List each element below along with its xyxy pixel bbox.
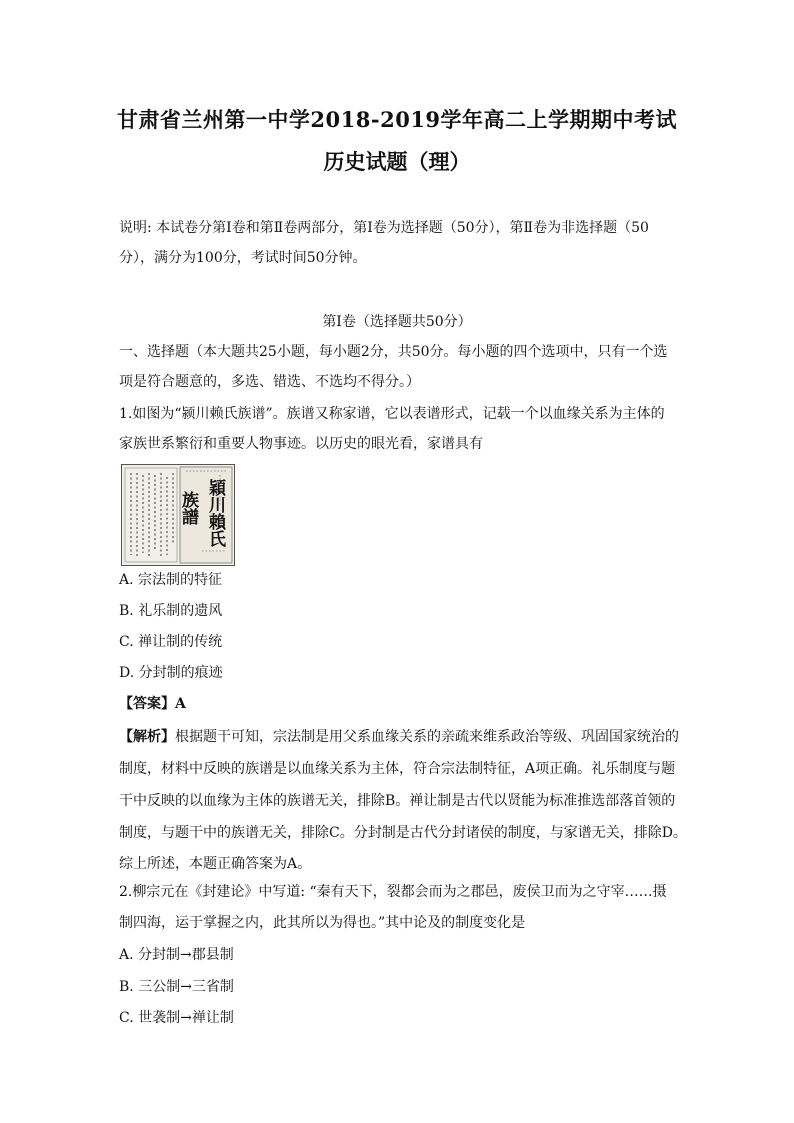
genealogy-title-left: 族譜 — [178, 491, 198, 525]
q1-answer: 【答案】A — [119, 696, 186, 712]
q1-analysis-line-3: 干中反映的以血缘为主体的族谱无关，排除B。禅让制是古代以贤能为标准推选部落首领的 — [119, 793, 676, 809]
q1-stem-line-2: 家族世系繁衍和重要人物事迹。以历史的眼光看，家谱具有 — [119, 436, 483, 452]
q1-analysis-line-5: 综上所述，本题正确答案为A。 — [119, 856, 312, 872]
q1-analysis-line-1 — [119, 727, 709, 747]
q2-option-b: B. 三公制→三省制 — [119, 979, 234, 995]
q1-option-d: D. 分封制的痕迹 — [119, 665, 223, 681]
q2-option-a: A. 分封制→郡县制 — [119, 947, 234, 963]
q1-analysis-line-2: 制度，材料中反映的族谱是以血缘关系为主体，符合宗法制特征，A项正确。礼乐制度与题 — [119, 761, 676, 777]
q1-option-b: B. 礼乐制的遗风 — [119, 603, 223, 619]
section-heading: 第Ⅰ卷（选择题共50分） — [322, 314, 472, 330]
q2-option-c: C. 世袭制→禅让制 — [119, 1010, 234, 1026]
q1-option-c: C. 禅让制的传统 — [119, 634, 223, 650]
instructions-line-2: 分），满分为100分，考试时间50分钟。 — [119, 250, 367, 266]
genealogy-book-image — [121, 464, 235, 566]
q1-analysis-line-4: 制度，与题干中的族谱无关，排除C。分封制是古代分封诸侯的制度，与家谱无关，排除D。 — [119, 825, 687, 841]
q1-option-a: A. 宗法制的特征 — [119, 572, 223, 588]
q2-stem-line-1: 2.柳宗元在《封建论》中写道: “秦有天下，裂都会而为之郡邑，废侯卫而为之守宰……摄 — [119, 884, 667, 900]
analysis-label: 【解析】 — [119, 729, 175, 745]
analysis-text: 根据题干可知，宗法制是用父系血缘关系的亲疏来维系政治等级、巩固国家统治的 — [175, 729, 679, 745]
genealogy-title-right: 穎川賴氏 — [205, 479, 225, 547]
instructions-line-1: 说明: 本试卷分第Ⅰ卷和第Ⅱ卷两部分，第Ⅰ卷为选择题（50分），第Ⅱ卷为非选择题（50 — [119, 220, 649, 236]
q2-stem-line-2: 制四海，运于掌握之内，此其所以为得也。”其中论及的制度变化是 — [119, 915, 526, 931]
exam-title: 甘肃省兰州第一中学2018-2019学年高二上学期期中考试 — [116, 107, 678, 132]
part-intro-line-1: 一、选择题（本大题共25小题，每小题2分，共50分。每小题的四个选项中，只有一个选 — [119, 344, 668, 360]
exam-subtitle: 历史试题（理） — [323, 149, 471, 174]
q1-stem-line-1: 1.如图为“颍川赖氏族谱”。族谱又称家谱，它以表谱形式，记载一个以血缘关系为主体的 — [119, 406, 665, 422]
part-intro-line-2: 项是符合题意的，多选、错选、不选均不得分。） — [119, 374, 420, 390]
